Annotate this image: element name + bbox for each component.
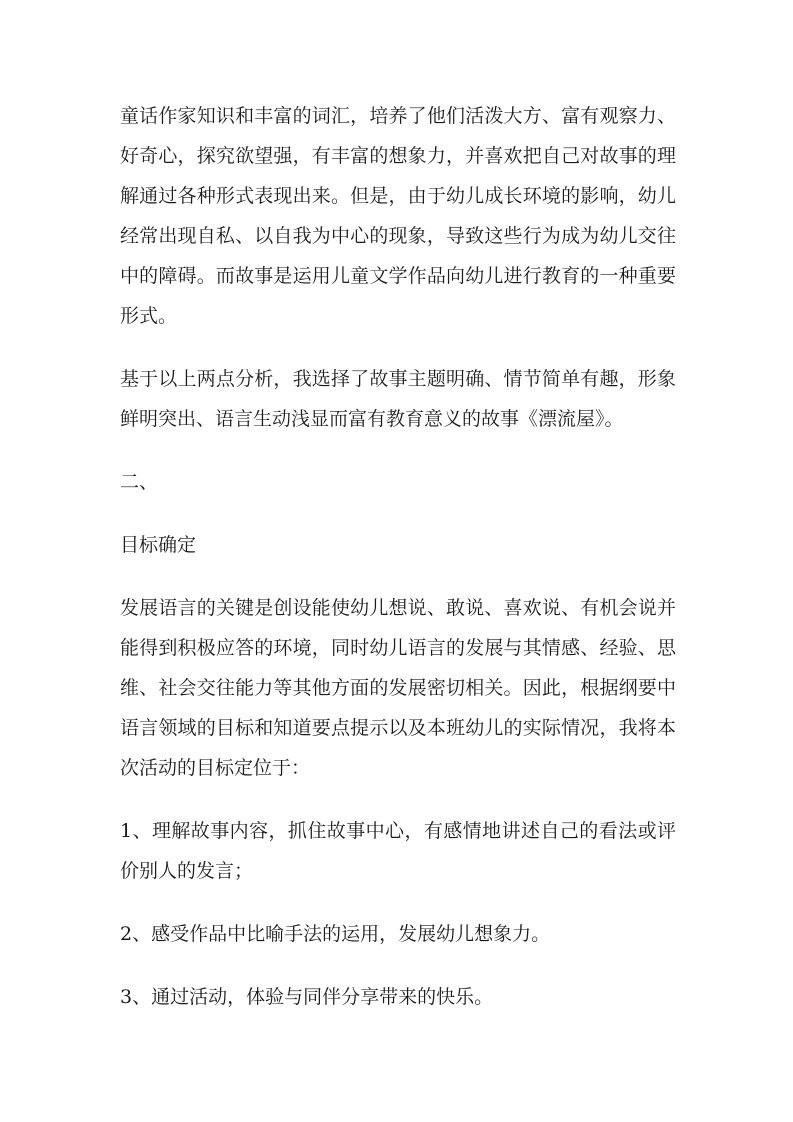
document-body <box>120 96 676 1040</box>
paragraph-analysis: 基于以上两点分析，我选择了故事主题明确、情节简单有趣，形象鲜明突出、语言生动浅显而富有教育意义的故事《漂流屋》。 <box>120 368 676 430</box>
paragraph-background: 童话作家知识和丰富的词汇，培养了他们活泼大方、富有观察力、好奇心，探究欲望强，有丰富的想象力，并喜欢把自己对故事的理解通过各种形式表现出来。但是，由于幼儿成长环境的影响，幼儿经常出现自私、以自我为中心的现象，导致这些行为成为幼儿交往中的障碍。而故事是运用儿童文学作品向幼儿进行教育的一种重要形式。 <box>120 105 676 327</box>
goal-item-1: 1、理解故事内容，抓住故事中心，有感情地讲述自己的看法或评价别人的发言； <box>120 820 676 882</box>
section-heading: 目标确定 <box>120 534 197 556</box>
goal-item-2: 2、感受作品中比喻手法的运用，发展幼儿想象力。 <box>120 923 551 945</box>
paragraph-goals-intro: 发展语言的关键是创设能使幼儿想说、敢说、喜欢说、有机会说并能得到积极应答的环境，同时幼儿语言的发展与其情感、经验、思维、社会交往能力等其他方面的发展密切相关。因此，根据纲要中语言领域的目标和知道要点提示以及本班幼儿的实际情况，我将本次活动的目标定位于： <box>120 597 676 779</box>
goal-item-3: 3、通过活动，体验与同伴分享带来的快乐。 <box>120 986 494 1008</box>
section-number: 二、 <box>120 471 159 493</box>
